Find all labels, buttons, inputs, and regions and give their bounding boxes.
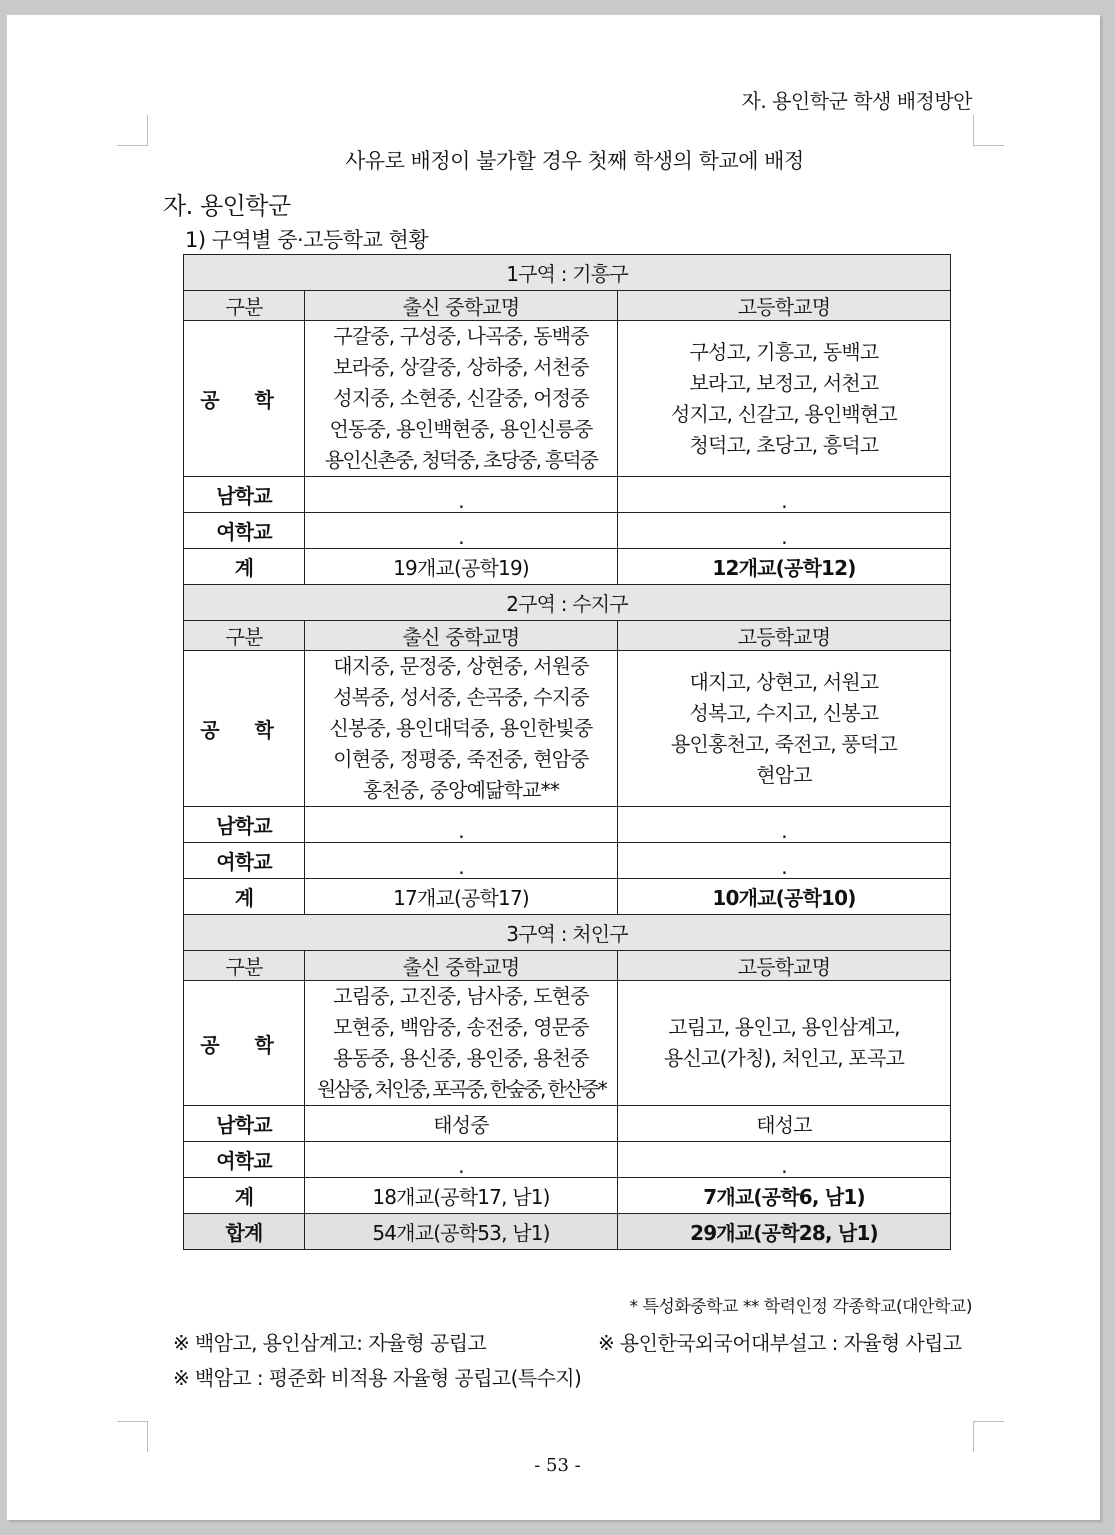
school-line: 언동중, 용인백현중, 용인신릉중 xyxy=(329,417,593,441)
grand-total-middle-cell: 54개교(공학53, 남1) xyxy=(305,1214,618,1250)
region-title: 1구역 : 기흥구 xyxy=(184,255,951,291)
column-header-row xyxy=(184,951,951,981)
school-line: 성지고, 신갈고, 용인백현고 xyxy=(671,401,897,426)
boys-row xyxy=(184,477,951,513)
girls-row xyxy=(184,513,951,549)
empty-dot: . xyxy=(458,1153,464,1178)
empty-dot: . xyxy=(781,488,787,513)
school-line: 성지중, 소현중, 신갈중, 어정중 xyxy=(333,386,589,410)
row-label-subtotal: 계 xyxy=(184,1178,305,1214)
school-line: 원삼중, 처인중, 포곡중, 한숲중, 한산중* xyxy=(316,1077,606,1101)
boys-row xyxy=(184,807,951,843)
school-line: 모현중, 백암중, 송전중, 영문중 xyxy=(333,1015,589,1039)
row-label-girls: 여학교 xyxy=(184,843,305,879)
school-line: 구갈중, 구성중, 나곡중, 동백중 xyxy=(333,324,589,348)
crop-mark-bottom-right xyxy=(973,1421,1004,1452)
girls-high-cell xyxy=(618,513,951,549)
school-line: 보라고, 보정고, 서천고 xyxy=(689,370,879,395)
coed-middle-cell xyxy=(305,321,618,477)
boys-high-cell xyxy=(618,807,951,843)
empty-dot: . xyxy=(781,1153,787,1178)
region-header-row xyxy=(184,255,951,291)
school-line: 보라중, 상갈중, 상하중, 서천중 xyxy=(333,355,589,379)
col-header-middle: 출신 중학교명 xyxy=(305,951,618,981)
note-autonomous-private: ※ 용인한국외국어대부설고 : 자율형 사립고 xyxy=(598,1331,962,1355)
subtotal-row xyxy=(184,1178,951,1214)
subtotal-row xyxy=(184,549,951,585)
row-label-total: 합계 xyxy=(184,1214,305,1250)
coed-middle-cell xyxy=(305,651,618,807)
school-line: 홍천중, 중앙예닮학교** xyxy=(362,778,560,802)
note-autonomous-public: ※ 백암고, 용인삼계고: 자율형 공립고 xyxy=(173,1331,487,1355)
school-line: 청덕고, 초당고, 흥덕고 xyxy=(689,432,879,457)
row-label-coed: 공 학 xyxy=(184,981,305,1106)
girls-high-cell xyxy=(618,843,951,879)
girls-middle-cell xyxy=(305,843,618,879)
row-label-boys: 남학교 xyxy=(184,807,305,843)
column-header-row xyxy=(184,621,951,651)
row-label-boys: 남학교 xyxy=(184,1106,305,1142)
empty-dot: . xyxy=(781,524,787,549)
school-line: 성복중, 성서중, 손곡중, 수지중 xyxy=(333,685,589,709)
school-line: 용인홍천고, 죽전고, 풍덕고 xyxy=(671,731,897,756)
boys-middle-cell xyxy=(305,807,618,843)
coed-row xyxy=(184,651,951,807)
boys-high-cell xyxy=(618,477,951,513)
school-line: 신봉중, 용인대덕중, 용인한빛중 xyxy=(329,716,593,740)
school-line: 성복고, 수지고, 신봉고 xyxy=(689,700,879,725)
subtotal-middle-cell: 19개교(공학19) xyxy=(305,549,618,585)
col-header-category: 구분 xyxy=(184,621,305,651)
empty-dot: . xyxy=(781,818,787,843)
region-title: 3구역 : 처인구 xyxy=(184,915,951,951)
col-header-category: 구분 xyxy=(184,951,305,981)
coed-high-cell xyxy=(618,981,951,1106)
boys-middle-cell xyxy=(305,477,618,513)
girls-row xyxy=(184,843,951,879)
row-label-coed: 공 학 xyxy=(184,321,305,477)
running-header: 자. 용인학군 학생 배정방안 xyxy=(741,89,972,113)
row-label-subtotal: 계 xyxy=(184,549,305,585)
col-header-high: 고등학교명 xyxy=(618,291,951,321)
crop-mark-top-left xyxy=(117,115,148,146)
school-line: 고림중, 고진중, 남사중, 도현중 xyxy=(333,984,589,1008)
footnote-legend: * 특성화중학교 ** 학력인정 각종학교(대안학교) xyxy=(629,1297,972,1317)
grand-total-row xyxy=(184,1214,951,1250)
empty-dot: . xyxy=(458,524,464,549)
school-line: 대지중, 문정중, 상현중, 서원중 xyxy=(333,654,589,678)
crop-mark-bottom-left xyxy=(117,1421,148,1452)
coed-high-cell xyxy=(618,321,951,477)
school-line: 고림고, 용인고, 용인삼계고, xyxy=(668,1015,900,1039)
girls-row xyxy=(184,1142,951,1178)
subtotal-middle-cell: 18개교(공학17, 남1) xyxy=(305,1178,618,1214)
note-non-equalized: ※ 백암고 : 평준화 비적용 자율형 공립고(특수지) xyxy=(173,1366,582,1390)
col-header-high: 고등학교명 xyxy=(618,621,951,651)
school-line: 현암고 xyxy=(756,762,812,787)
empty-dot: . xyxy=(781,854,787,879)
empty-dot: . xyxy=(458,488,464,513)
subtotal-high-cell: 7개교(공학6, 남1) xyxy=(618,1178,951,1214)
col-header-category: 구분 xyxy=(184,291,305,321)
school-line: 용신고(가칭), 처인고, 포곡고 xyxy=(664,1046,904,1070)
empty-dot: . xyxy=(458,854,464,879)
col-header-middle: 출신 중학교명 xyxy=(305,291,618,321)
school-line: 대지고, 상현고, 서원고 xyxy=(689,669,879,694)
coed-row xyxy=(184,321,951,477)
coed-middle-cell xyxy=(305,981,618,1106)
girls-high-cell xyxy=(618,1142,951,1178)
coed-high-cell xyxy=(618,651,951,807)
subtotal-high-cell: 12개교(공학12) xyxy=(618,549,951,585)
boys-row xyxy=(184,1106,951,1142)
school-line: 용동중, 용신중, 용인중, 용천중 xyxy=(333,1046,589,1070)
girls-middle-cell xyxy=(305,1142,618,1178)
section-title: 자. 용인학군 xyxy=(163,192,291,220)
region-header-row xyxy=(184,585,951,621)
row-label-subtotal: 계 xyxy=(184,879,305,915)
row-label-girls: 여학교 xyxy=(184,513,305,549)
row-label-boys: 남학교 xyxy=(184,477,305,513)
section-subtitle: 1) 구역별 중·고등학교 현황 xyxy=(185,228,429,252)
lead-line: 사유로 배정이 불가할 경우 첫째 학생의 학교에 배정 xyxy=(345,149,804,173)
girls-middle-cell xyxy=(305,513,618,549)
school-line: 용인신촌중, 청덕중, 초당중, 흥덕중 xyxy=(324,448,598,472)
subtotal-middle-cell: 17개교(공학17) xyxy=(305,879,618,915)
empty-dot: . xyxy=(458,818,464,843)
col-header-high: 고등학교명 xyxy=(618,951,951,981)
subtotal-high-cell: 10개교(공학10) xyxy=(618,879,951,915)
crop-mark-top-right xyxy=(973,115,1004,146)
boys-middle-cell: 태성중 xyxy=(305,1106,618,1142)
coed-row xyxy=(184,981,951,1106)
subtotal-row xyxy=(184,879,951,915)
grand-total-high-cell: 29개교(공학28, 남1) xyxy=(618,1214,951,1250)
region-header-row xyxy=(184,915,951,951)
col-header-middle: 출신 중학교명 xyxy=(305,621,618,651)
row-label-coed: 공 학 xyxy=(184,651,305,807)
row-label-girls: 여학교 xyxy=(184,1142,305,1178)
school-line: 이현중, 정평중, 죽전중, 현암중 xyxy=(333,747,589,771)
page-number: - 53 - xyxy=(534,1455,581,1476)
region-title: 2구역 : 수지구 xyxy=(184,585,951,621)
school-table xyxy=(183,254,951,1250)
boys-high-cell: 태성고 xyxy=(618,1106,951,1142)
school-line: 구성고, 기흥고, 동백고 xyxy=(689,339,879,364)
column-header-row xyxy=(184,291,951,321)
